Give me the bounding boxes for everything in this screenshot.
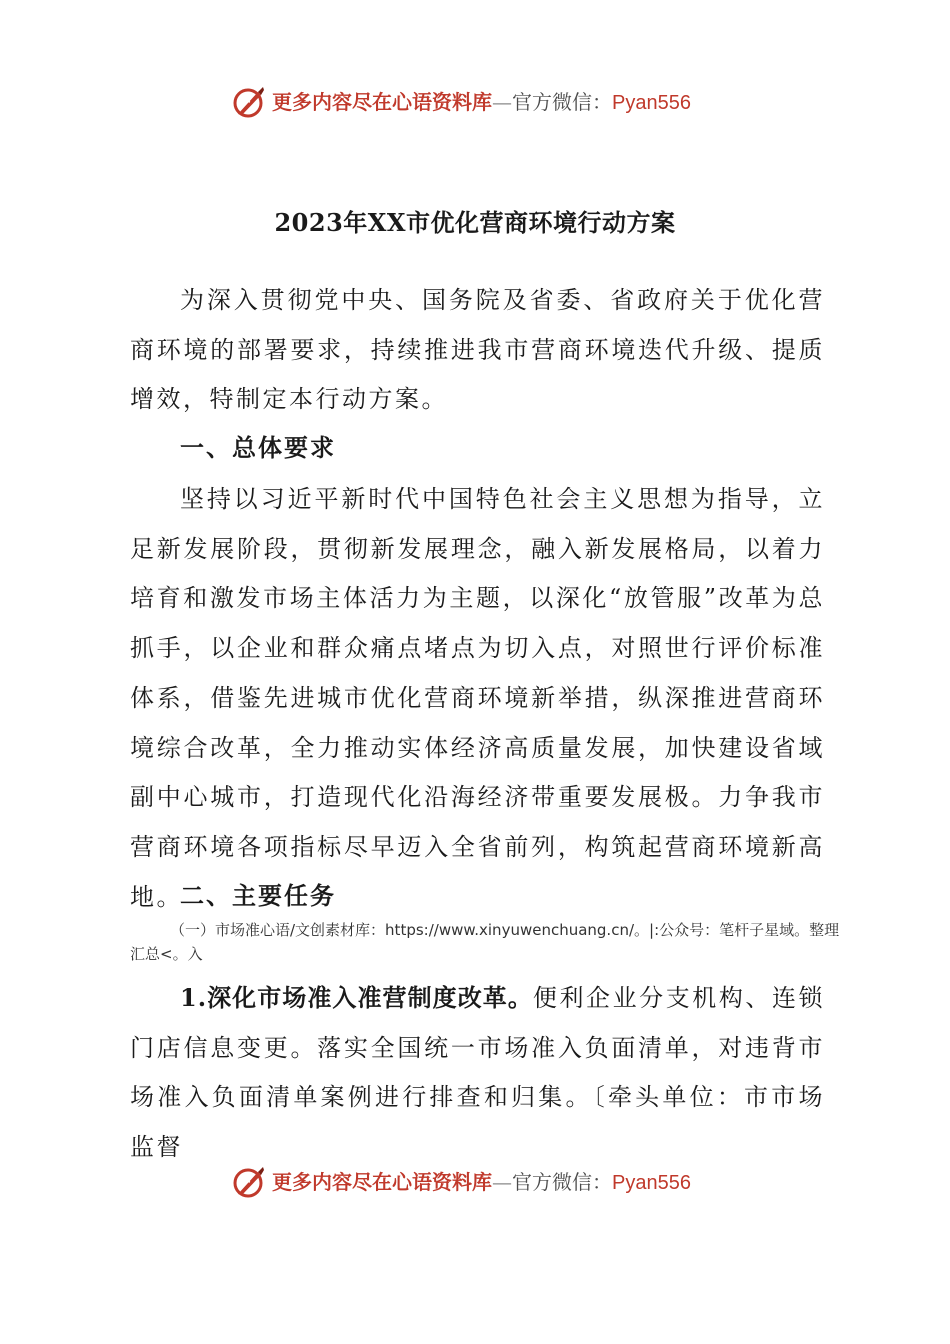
banner-main-text: 更多内容尽在心语资料库 [272,1170,492,1194]
banner-wechat-id: Pyan556 [612,92,691,114]
subsection-watermark-line: （一）市场准心语/文创素材库：https://www.xinyuwenchuang.cn/。|:公众号：笔杆子星域。整理汇总<。入 [130,921,840,963]
footer-banner [0,1162,950,1202]
banner-text [272,88,691,117]
banner-tagline: 官方微信： [512,90,612,114]
banner-tagline: 官方微信： [512,1170,612,1194]
task-1-paragraph [130,973,825,1173]
banner-separator: — [492,90,512,114]
header-banner [0,82,950,122]
general-requirements-paragraph: 坚持以习近平新时代中国特色社会主义思想为指导，立足新发展阶段，贯彻新发展理念，融入新发展格局，以着力培育和激发市场主体活力为主题，以深化“放管服”改革为总抓手，以企业和群众痛点堵点为切入点，对照世行评价标准体系，借鉴先进城市优化营商环境新举措，纵深推进营商环境综合改革，全力推动实体经济高质量发展，加快建设省域副中心城市，打造现代化沿海经济带重要发展极。力争我市营商环境各项指标尽早迈入全省前列，构筑起营商环境新高地。 [130,485,825,911]
banner-text [272,1168,691,1197]
quill-pen-logo-icon [230,1164,266,1200]
task-1-title: 1.深化市场准入准营制度改革。 [180,983,533,1012]
quill-pen-logo-icon [230,84,266,120]
task-1-body: 便利企业分支机构、连锁门店信息变更。落实全国统一市场准入负面清单，对违背市场准入负面清单案例进行排查和归集。〔牵头单位：市市场监督 [130,984,826,1162]
banner-main-text: 更多内容尽在心语资料库 [272,90,492,114]
section-heading-main-tasks: 二、主要任务 [180,881,336,910]
section-heading-general-requirements: 一、总体要求 [180,433,336,462]
banner-separator: — [492,1170,512,1194]
document-title: 2023年XX市优化营商环境行动方案 [274,208,676,237]
intro-paragraph: 为深入贯彻党中央、国务院及省委、省政府关于优化营商环境的部署要求，持续推进我市营商环境迭代升级、提质增效，特制定本行动方案。 [130,286,825,414]
banner-wechat-id: Pyan556 [612,1172,691,1194]
